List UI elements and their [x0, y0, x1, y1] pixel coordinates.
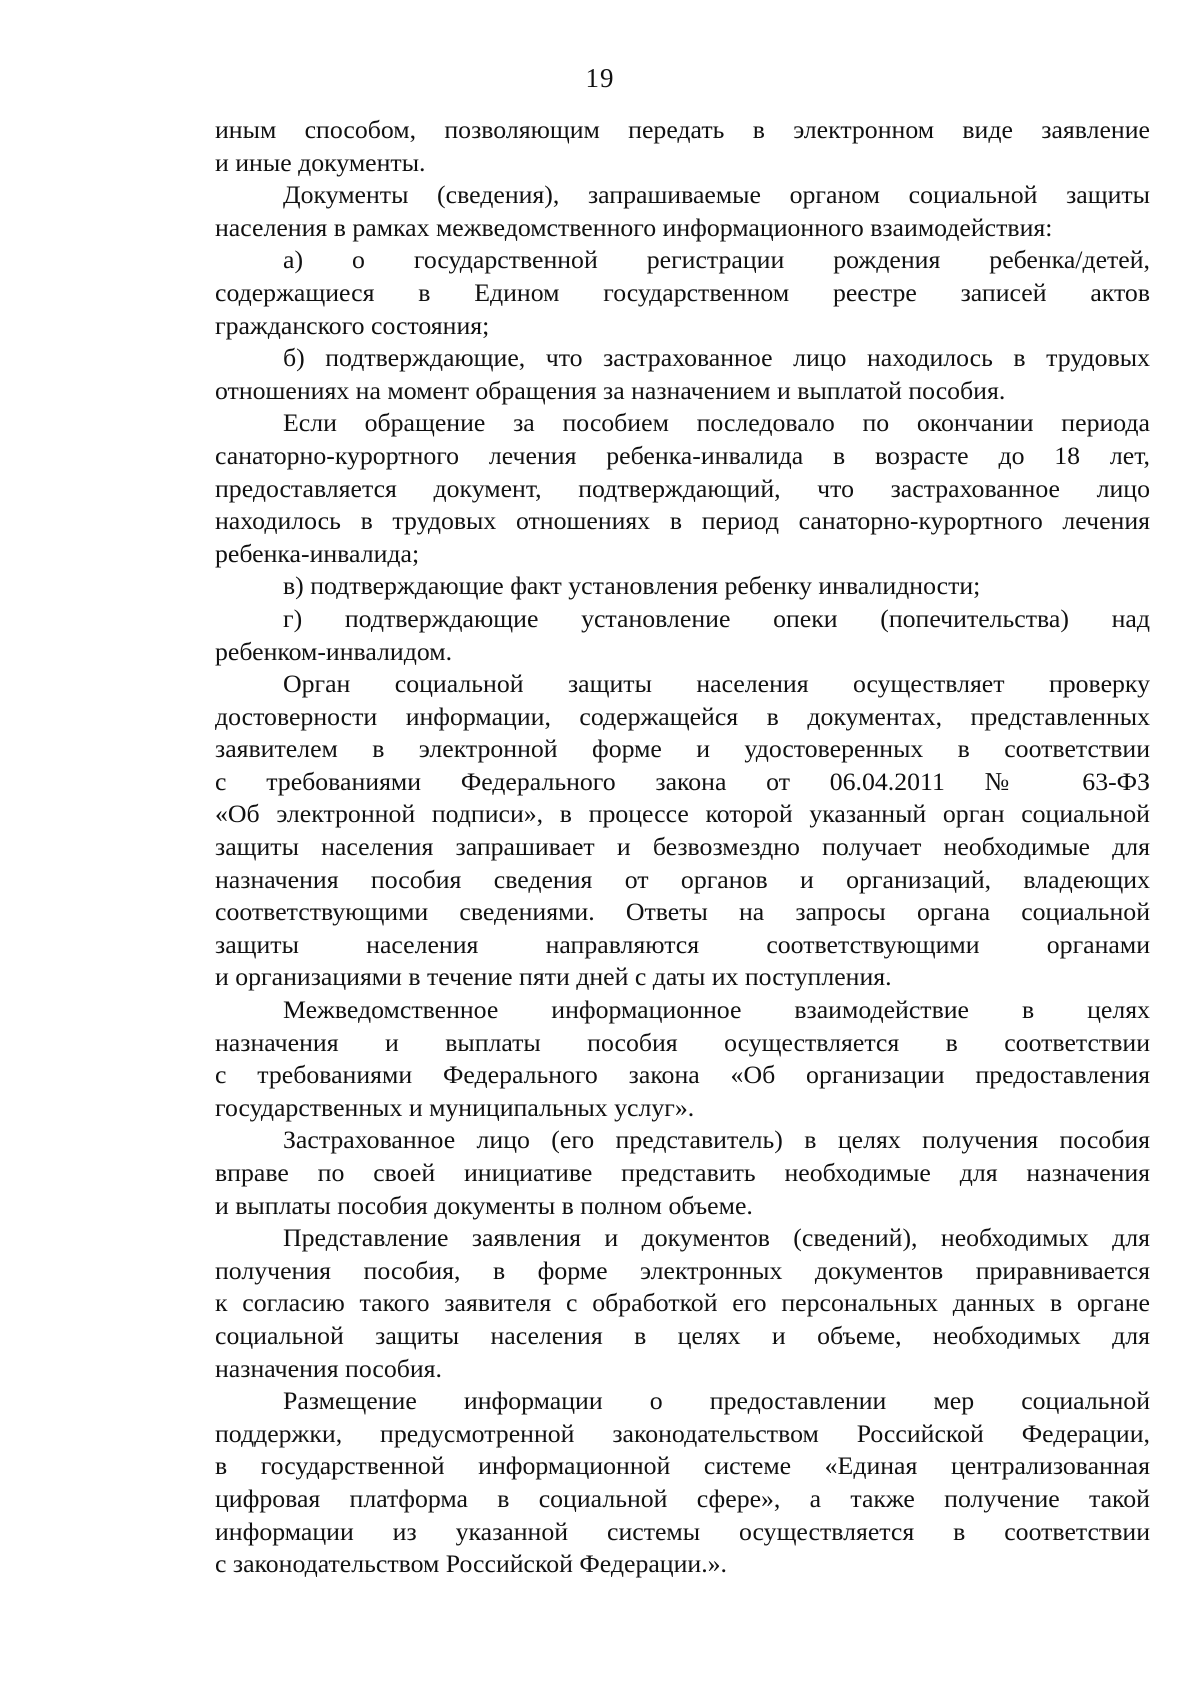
text-line: санаторно-курортного лечения ребенка-инвалида в возрасте до 18 лет, [215, 440, 1150, 470]
paragraph-interagency [215, 994, 1150, 1124]
text-line: информации из указанной системы осуществляется в соответствии [215, 1516, 1150, 1546]
text-line: находилось в трудовых отношениях в период санаторно-курортного лечения [215, 506, 1150, 536]
text-line: защиты населения запрашивает и безвозмездно получает необходимые для [215, 832, 1150, 862]
paragraph-sanatorium [215, 407, 1150, 570]
paragraph-documents-requested [215, 179, 1150, 244]
paragraph-continuation [215, 114, 1150, 179]
list-item-b [215, 342, 1150, 407]
paragraph-verification [215, 668, 1150, 994]
text-line: достоверности информации, содержащейся в документах, представленных [215, 701, 1150, 731]
list-item-a [215, 244, 1150, 342]
text-line: отношениях на момент обращения за назначением и выплатой пособия. [215, 375, 1006, 405]
list-item-g [215, 603, 1150, 668]
text-line: и организациями в течение пяти дней с даты их поступления. [215, 962, 892, 992]
text-line: Документы (сведения), запрашиваемые органом социальной защиты [283, 180, 1150, 210]
text-line: получения пособия, в форме электронных документов приравнивается [215, 1255, 1150, 1285]
text-line: Застрахованное лицо (его представитель) в целях получения пособия [283, 1125, 1150, 1155]
text-line: населения в рамках межведомственного информационного взаимодействия: [215, 212, 1053, 242]
text-line: и выплаты пособия документы в полном объеме. [215, 1190, 753, 1220]
text-line: с требованиями Федерального закона «Об организации предоставления [215, 1060, 1150, 1090]
text-line: цифровая платформа в социальной сфере», а также получение такой [215, 1483, 1150, 1513]
text-line: назначения и выплаты пособия осуществляется в соответствии [215, 1027, 1150, 1057]
text-line: и иные документы. [215, 147, 426, 177]
text-line: Представление заявления и документов (сведений), необходимых для [283, 1223, 1150, 1253]
list-item-v [215, 570, 1150, 603]
text-line: б) подтверждающие, что застрахованное лицо находилось в трудовых [283, 343, 1150, 373]
text-line: социальной защиты населения в целях и объеме, необходимых для [215, 1320, 1150, 1350]
text-line: Размещение информации о предоставлении мер социальной [283, 1386, 1150, 1416]
text-line: соответствующими сведениями. Ответы на запросы органа социальной [215, 897, 1150, 927]
text-line: «Об электронной подписи», в процессе которой указанный орган социальной [215, 799, 1150, 829]
text-line: г) подтверждающие установление опеки (попечительства) над [283, 603, 1150, 633]
text-line: иным способом, позволяющим передать в электронном виде заявление [215, 115, 1150, 144]
paragraph-consent [215, 1222, 1150, 1385]
text-line: назначения пособия. [215, 1353, 442, 1383]
text-line: назначения пособия сведения от органов и организаций, владеющих [215, 864, 1150, 894]
text-line: ребенком-инвалидом. [215, 636, 453, 666]
text-line: в государственной информационной системе «Единая централизованная [215, 1451, 1150, 1481]
text-line: государственных и муниципальных услуг». [215, 1092, 695, 1122]
text-line: заявителем в электронной форме и удостоверенных в соответствии [215, 734, 1150, 764]
document-body [215, 114, 1150, 1581]
text-line: с требованиями Федерального закона от 06.04.2011 № 63-ФЗ [215, 766, 1150, 796]
page-number: 19 [585, 63, 615, 93]
text-line: поддержки, предусмотренной законодательством Российской Федерации, [215, 1418, 1150, 1448]
text-line: защиты населения направляются соответствующими органами [215, 929, 1150, 959]
text-line: вправе по своей инициативе представить необходимые для назначения [215, 1158, 1150, 1187]
text-line: а) о государственной регистрации рождения ребенка/детей, [283, 245, 1150, 275]
text-line: гражданского состояния; [215, 310, 490, 340]
text-line: Межведомственное информационное взаимодействие в целях [283, 995, 1150, 1025]
text-line: содержащиеся в Едином государственном реестре записей актов [215, 277, 1150, 307]
text-line: Орган социальной защиты населения осуществляет проверку [283, 669, 1150, 699]
text-line: Если обращение за пособием последовало по окончании периода [283, 408, 1150, 438]
paragraph-information-system [215, 1385, 1150, 1581]
text-line: с законодательством Российской Федерации.». [215, 1549, 728, 1579]
text-line: к согласию такого заявителя с обработкой его персональных данных в органе [215, 1288, 1150, 1318]
paragraph-insured-person [215, 1124, 1150, 1222]
text-line: ребенка-инвалида; [215, 538, 420, 568]
text-line: предоставляется документ, подтверждающий, что застрахованное лицо [215, 473, 1150, 503]
text-line: в) подтверждающие факт установления ребенку инвалидности; [283, 571, 981, 601]
